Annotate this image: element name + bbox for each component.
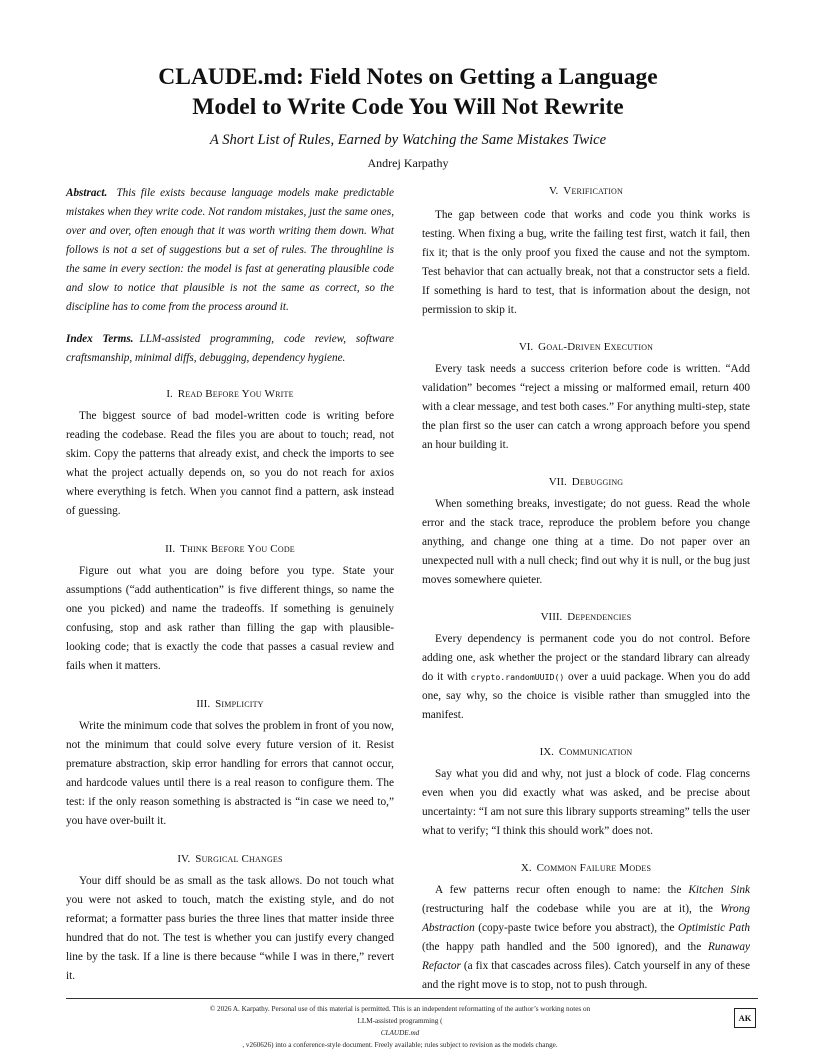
term-optimistic-path: Optimistic Path [678, 922, 750, 934]
section-body-verification: The gap between code that works and code you think works is testing. When fixing a bug, write the failing test first, watch it fail, then fix it; that is the only proof you fixed the cause and not the symptom. Test behavior that can actually break, not that a constructor sets a field. If something is hard to test, that is information about the design, not permission to skip it. [422, 209, 750, 316]
right-column [422, 184, 750, 995]
footer-line-2: LLM-assisted programming ( CLAUDE.md , v260626) into a conference-style document. Freely available; rules subject to revision as the models change. [242, 1017, 558, 1049]
inline-code: crypto.randomUUID() [470, 672, 565, 682]
title-line-1: CLAUDE.md: Field Notes on Getting a Language [158, 64, 658, 90]
section-body-debugging: When something breaks, investigate; do not guess. Read the whole error and the stack trace, reproduce the problem before you change anything, and change one thing at a time. Do not paper over an unexpected null with a null check; find out why it is null, or the bug just moves somewhere quieter. [422, 498, 750, 586]
index-terms [66, 330, 394, 368]
abstract-text: This file exists because language models make predictable mistakes when they write code. Not random mistakes, just the same ones, over and over, often enough that it was worth writing them down. What follows is not a set of suggestions but a set of rules. The throughline is the same in every section: the model is fast at generating plausible code and slow to notice that plausible is not the same as correct, so the discipline has to come from the process around it. [66, 187, 394, 313]
section-heading-simplicity: III. Simplicity [196, 698, 264, 710]
section-heading-debugging: VII. Debugging [548, 476, 624, 488]
section-heading-dependencies: VIII. Dependencies [540, 611, 632, 623]
section-heading-think-before-you-code: II. Think Before You Code [165, 543, 295, 555]
section-body-read-before-you-write: The biggest source of bad model-written code is writing before reading the codebase. Read the files you are about to touch; read, not skim. Copy the patterns that already exist, and check the imports to see what the project actually depends on, so you do not reach for axios where everything is fetch. When you cannot find a pattern, ask instead of guessing. [66, 410, 394, 517]
section-body-surgical-changes: Your diff should be as small as the task allows. Do not touch what you were not asked to touch, match the existing style, and do not reformat; a formatter pass buries the three lines that matter inside three hundred that do not. The test is whether you can justify every changed line by the task. If a line is there because “while I was in there,” revert it. [66, 875, 394, 982]
footer-line-1: © 2026 A. Karpathy. Personal use of this material is permitted. This is an independent reformatting of the author’s working notes on [209, 1005, 591, 1013]
term-wrong-abstraction: Wrong Abstraction [422, 903, 750, 934]
abstract-label: Abstract. [66, 187, 108, 199]
section-body-think-before-you-code: Figure out what you are doing before you type. State your assumptions (“add authentication” is five different things, so name the one you picked) and name the tradeoffs. If something is genuinely confusing, stop and ask rather than filling the gap with plausible-looking code; that is exactly the code that passes a casual review and fails when it matters. [66, 565, 394, 672]
section-heading-common-failure-modes: X. Common Failure Modes [520, 862, 652, 874]
footer-copyright [110, 1003, 690, 1051]
title-line-2: Model to Write Code You Will Not Rewrite [192, 94, 624, 120]
left-column [66, 184, 394, 986]
footer-rule [66, 998, 758, 999]
term-kitchen-sink: Kitchen Sink [688, 884, 750, 896]
section-body-common-failure-modes: A few patterns recur often enough to name: the Kitchen Sink (restructuring half the codebase while you are at it), the Wrong Abstraction (copy-paste twice before you abstract), the Optimistic Path (the happy path handled and the 500 ignored), and the Runaway Refactor (a fix that cascades across files). Catch yourself in any of these and the right move is to stop, not to push through. [422, 884, 750, 991]
term-runaway-refactor: Runaway Refactor [422, 941, 750, 972]
paper-subtitle: A Short List of Rules, Earned by Watching the Same Mistakes Twice [209, 132, 607, 148]
section-heading-read-before-you-write: I. Read Before You Write [166, 388, 294, 400]
section-body-communication: Say what you did and why, not just a block of code. Flag concerns even when you did exactly what was asked, and be precise about uncertainty: “I am not sure this library supports streaming” tells the user what to verify; “I think this should work” does not. [422, 768, 750, 837]
section-body-dependencies: Every dependency is permanent code you do not control. Before adding one, ask whether the project or the standard library can already do it with crypto.randomUUID() over a uuid package. When you do add one, say why, so the choice is visible rather than smuggled into the manifest. [422, 633, 750, 721]
section-heading-verification: V. Verification [549, 185, 623, 197]
section-body-simplicity: Write the minimum code that solves the problem in front of you now, not the minimum that could solve every future version of it. Resist premature abstraction, skip error handling for errors that cannot occur, and hardcode values until there is a real reason to configure them. The test: if the only reason something is abstracted is “in case we need to,” you have over-built it. [66, 720, 394, 827]
author-name: Andrej Karpathy [367, 156, 449, 170]
section-heading-communication: IX. Communication [539, 746, 633, 758]
abstract [66, 184, 394, 317]
author-initials-badge: AK [734, 1008, 756, 1028]
paper-title [60, 62, 756, 122]
section-heading-surgical-changes: IV. Surgical Changes [177, 853, 283, 865]
section-heading-goal-driven-execution: VI. Goal-Driven Execution [518, 341, 654, 353]
index-terms-label: Index Terms. [66, 333, 134, 345]
index-terms-text: LLM-assisted programming, code review, software craftsmanship, minimal diffs, debugging, dependency hygiene. [66, 333, 394, 364]
section-body-goal-driven-execution: Every task needs a success criterion before code is written. “Add validation” becomes “reject a missing or malformed email, return 400 with a clear message, and test both cases.” For anything multi-step, state the plan first so the user can catch a wrong approach before you spend an hour building it. [422, 363, 750, 451]
